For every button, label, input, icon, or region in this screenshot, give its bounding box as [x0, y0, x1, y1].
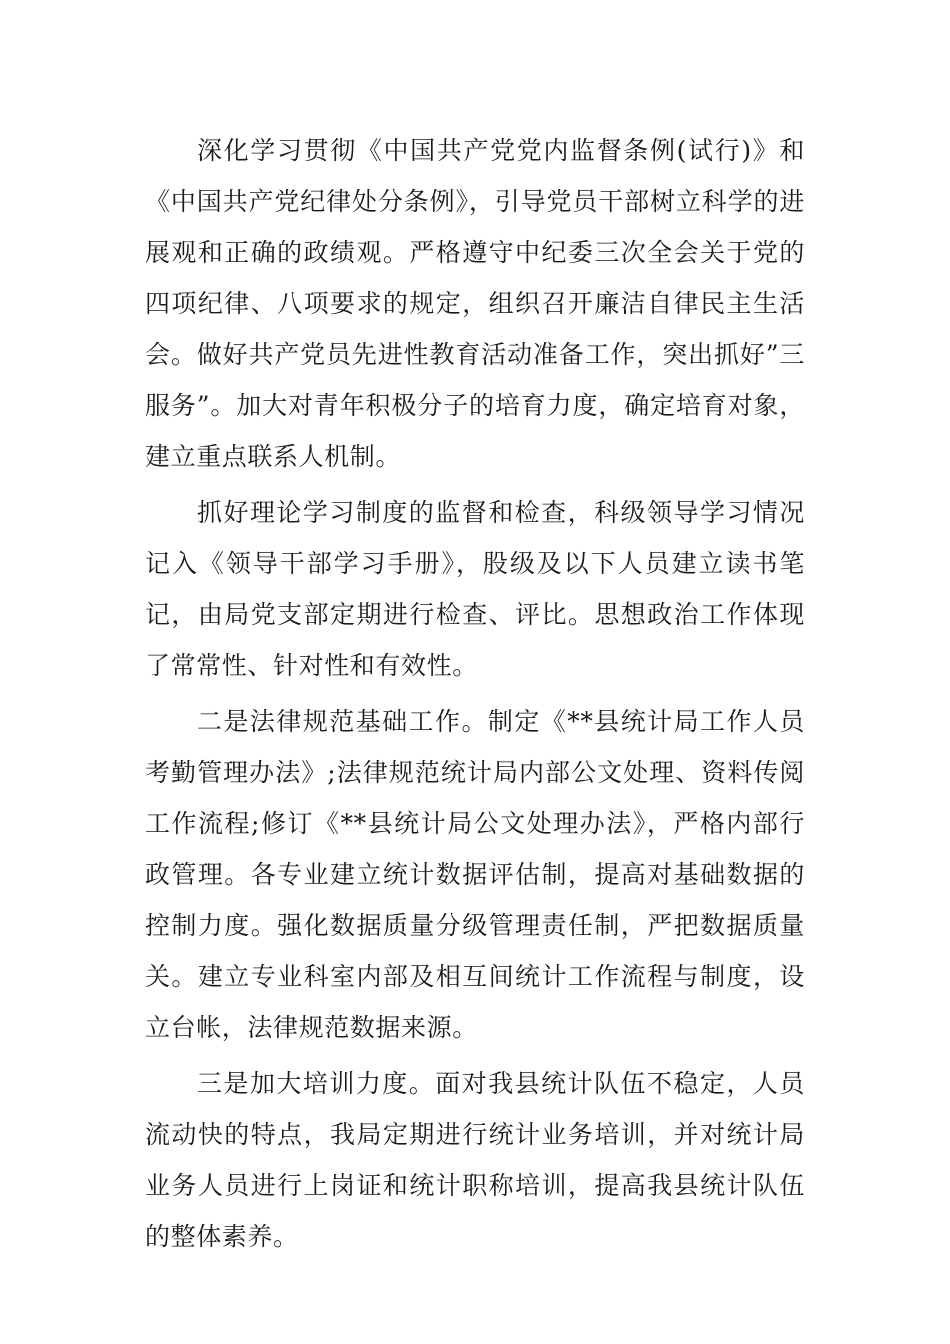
paragraph-training: 三是加大培训力度。面对我县统计队伍不稳定，人员流动快的特点，我局定期进行统计业务培训，并对统计局业务人员进行上岗证和统计职称培训，提高我县统计队伍的整体素养。 [145, 1069, 805, 1251]
document-body [145, 125, 805, 1267]
paragraph-legal-norms: 二是法律规范基础工作。制定《**县统计局工作人员考勤管理办法》;法律规范统计局内部公文处理、资料传阅工作流程;修订《**县统计局公文处理办法》，严格内部行政管理。各专业建立统计数据评估制，提高对基础数据的控制力度。强化数据质量分级管理责任制，严把数据质量关。建立专业科室内部及相互间统计工作流程与制度，设立台帐，法律规范数据来源。 [145, 707, 805, 1042]
paragraph-theory-study: 抓好理论学习制度的监督和检查，科级领导学习情况记入《领导干部学习手册》，股级及以下人员建立读书笔记，由局党支部定期进行检查、评比。思想政治工作体现了常常性、针对性和有效性。 [145, 498, 805, 680]
paragraph-party-supervision: 深化学习贯彻《中国共产党党内监督条例(试行)》和《中国共产党纪律处分条例》，引导党员干部树立科学的进展观和正确的政绩观。严格遵守中纪委三次全会关于党的四项纪律、八项要求的规定，组织召开廉洁自律民主生活会。做好共产党员先进性教育活动准备工作，突出抓好”三服务”。加大对青年积极分子的培育力度，确定培育对象，建立重点联系人机制。 [145, 136, 805, 471]
